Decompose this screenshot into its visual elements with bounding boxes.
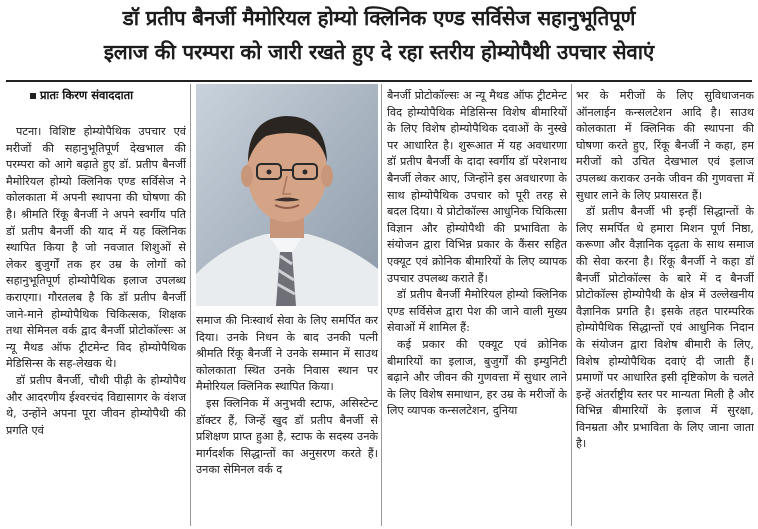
portrait-photo <box>196 84 378 306</box>
column-divider-3 <box>571 84 572 526</box>
article-column-2 <box>196 313 378 526</box>
column-2-paragraph-2: इस क्लिनिक में अनुभवी स्टाफ, असिस्टेन्ट डॉक्टर हैं, जिन्हें खुद डॉ प्रतीप बैनर्जी से प्रशिक्षण प्राप्त हुआ है, स्टाफ के सदस्य उनके मार्गदर्शक सिद्धान्तों का अनुसरण करते हैं। उनका सेमिनल वर्क द <box>196 396 378 477</box>
headline-line-2: इलाज की परम्परा को जारी रखते हुए दे रहा स्तरीय होम्योपैथी उपचार सेवाएं <box>103 40 655 64</box>
column-1-paragraph-1: पटना। विशिष्ट होम्योपैथिक उपचार एवं मरीजों की सहानुभूतिपूर्ण देखभाल की परम्परा को आगे बढ़ाते हुए डॉ. प्रतीप बैनर्जी मैमोरियल होम्यो क्लिनिक एण्ड सर्विसेज ने कोलकाता में अपनी स्थापना की घोषणा की है। श्रीमति रिंकू बैनर्जी ने अपने स्वर्गीय पति डॉ प्रतीप बैनर्जी की याद में यह क्लिनिक स्थापित किया है जो नवजात शिशुओं से लेकर बुजुर्गों तक हर उम्र के लोगों को सहानुभूतिपूर्ण होम्योपैथिक इलाज उपलब्ध कराएगा। गौरतलब है कि डॉ प्रतीप बैनर्जी जाने-माने होम्योपैथिक चिकित्सक, शिक्षक तथा सेमिनल वर्क द्वाद बैनर्जी प्रोटोकॉल्सः अ न्यू मैथड ऑफ ट्रीटमेन्ट विद होम्योपैथिक मेडिसिन्स के सह-लेखक थे। <box>6 125 186 371</box>
column-divider-2 <box>381 84 382 526</box>
column-3-paragraph-1: बैनर्जी प्रोटोकॉल्सः अ न्यू मैथड ऑफ ट्रीटमेन्ट विद होम्योपैथिक मेडिसिन्स विशेष बीमारियों के लिए विशेष होम्योपैथिक दवाओं के नुस्खे पर आधारित है। शुरूआत में यह अवधारणा डॉ प्रतीप बैनर्जी के दादा स्वर्गीय डॉ परेशनाथ बैनर्जी लेकर आए, जिन्होंने इस अवधारणा के साथ होम्योपैथिक उपचार को पूरी तरह से बदल दिया। ये प्रोटोकॉल्स आधुनिक चिकित्सा विज्ञान और होम्योपैथी की प्रभाविता के संयोजन द्वारा विभिन्न प्रकार के कैंसर सहित एक्यूट एवं क्रोनिक बीमारियों के लिए व्यापक उपचार उपलब्ध कराते हैं। <box>387 89 567 285</box>
column-2-paragraph-1: समाज की निःस्वार्थ सेवा के लिए समर्पित कर दिया। उनके निधन के बाद उनकी पत्नी श्रीमति रिंकू बैनर्जी ने उनके सम्मान में साउथ कोलकाता स्थित उनके निवास स्थान पर मैमोरियल क्लिनिक स्थापित किया। <box>196 314 378 394</box>
article-column-3 <box>387 88 567 526</box>
article-column-1 <box>6 124 186 526</box>
column-4-paragraph-2: डॉ प्रतीप बैनर्जी भी इन्हीं सिद्धान्तों के लिए समर्पित थे हमारा मिशन पूर्ण निष्ठा, करूणा और वैज्ञानिक दृढ़ता के साथ समाज की सेवा करना है। रिंकू बैनर्जी ने कहा डॉ बैनर्जी प्रोटोकॉल्स के बारे में द बैनर्जी प्रोटोकॉल्स होम्योपैथी के क्षेत्र में उल्लेखनीय वैज्ञानिक प्रगति है। इसके तहत पारम्परिक होम्योपैथिक सिद्धान्तों एवं आधुनिक निदान के संयोजन द्वारा विशेष बीमारी के लिए, विशेष होम्योपैथिक दवाएं दी जाती हैं। प्रमाणों पर आधारित इसी दृष्टिकोण के चलते इन्हें अंतर्राष्ट्रीय स्तर पर मान्यता मिली है और विभिन्न बीमारियों के इलाज में सुरक्षा, विनम्रता और प्रभाविता के लिए जाना जाता है। <box>576 205 754 451</box>
portrait-illustration <box>196 84 378 306</box>
byline-text: प्रातः किरण संवाददाता <box>40 88 134 102</box>
column-4-paragraph-1: भर के मरीजों के लिए सुविधाजनक ऑनलाईन कन्सलटेशन आदि है। साउथ कोलकाता में क्लिनिक की स्थापना की घोषणा करते हुए, रिंकू बैनर्जी ने कहा, हम मरीजों को उचित देखभाल एवं इलाज उपलब्ध कराकर उनके जीवन की गुणवत्ता में सुधार लाने के लिए प्रयासरत हैं। <box>576 89 754 202</box>
bullet-square-icon <box>30 93 36 99</box>
column-divider-1 <box>190 84 191 526</box>
column-3-paragraph-2: डॉ प्रतीप बैनर्जी मैमोरियल होम्यो क्लिनिक एण्ड सर्विसेज द्वारा पेश की जाने वाली मुख्य सेवाओं में शामिल हैं: <box>387 288 567 335</box>
headline-rule <box>6 80 752 82</box>
column-1-paragraph-2: डॉ प्रतीप बैनर्जी, चौथी पीढ़ी के होम्योपैथ और आदरणीय ईश्वरचंद विद्यासागर के वंशज थे, उन्होंने अपना पूरा जीवन होम्योपैथी की प्रगति एवं <box>6 373 186 437</box>
byline <box>30 88 133 103</box>
headline-line-1: डॉ प्रतीप बैनर्जी मैमोरियल होम्यो क्लिनिक एण्ड सर्विसेज सहानुभूतिपूर्ण <box>122 6 636 30</box>
column-3-paragraph-3: कई प्रकार की एक्यूट एवं क्रोनिक बीमारियों का इलाज, बुजुर्गों की इम्युनिटी बढ़ाने और जीवन की गुणवत्ता में सुधार लाने के लिए विशेष समाधान, हर उम्र के मरीजों के लिए व्यापक कन्सलटेशन, दुनिया <box>387 337 567 418</box>
article-column-4 <box>576 88 754 526</box>
